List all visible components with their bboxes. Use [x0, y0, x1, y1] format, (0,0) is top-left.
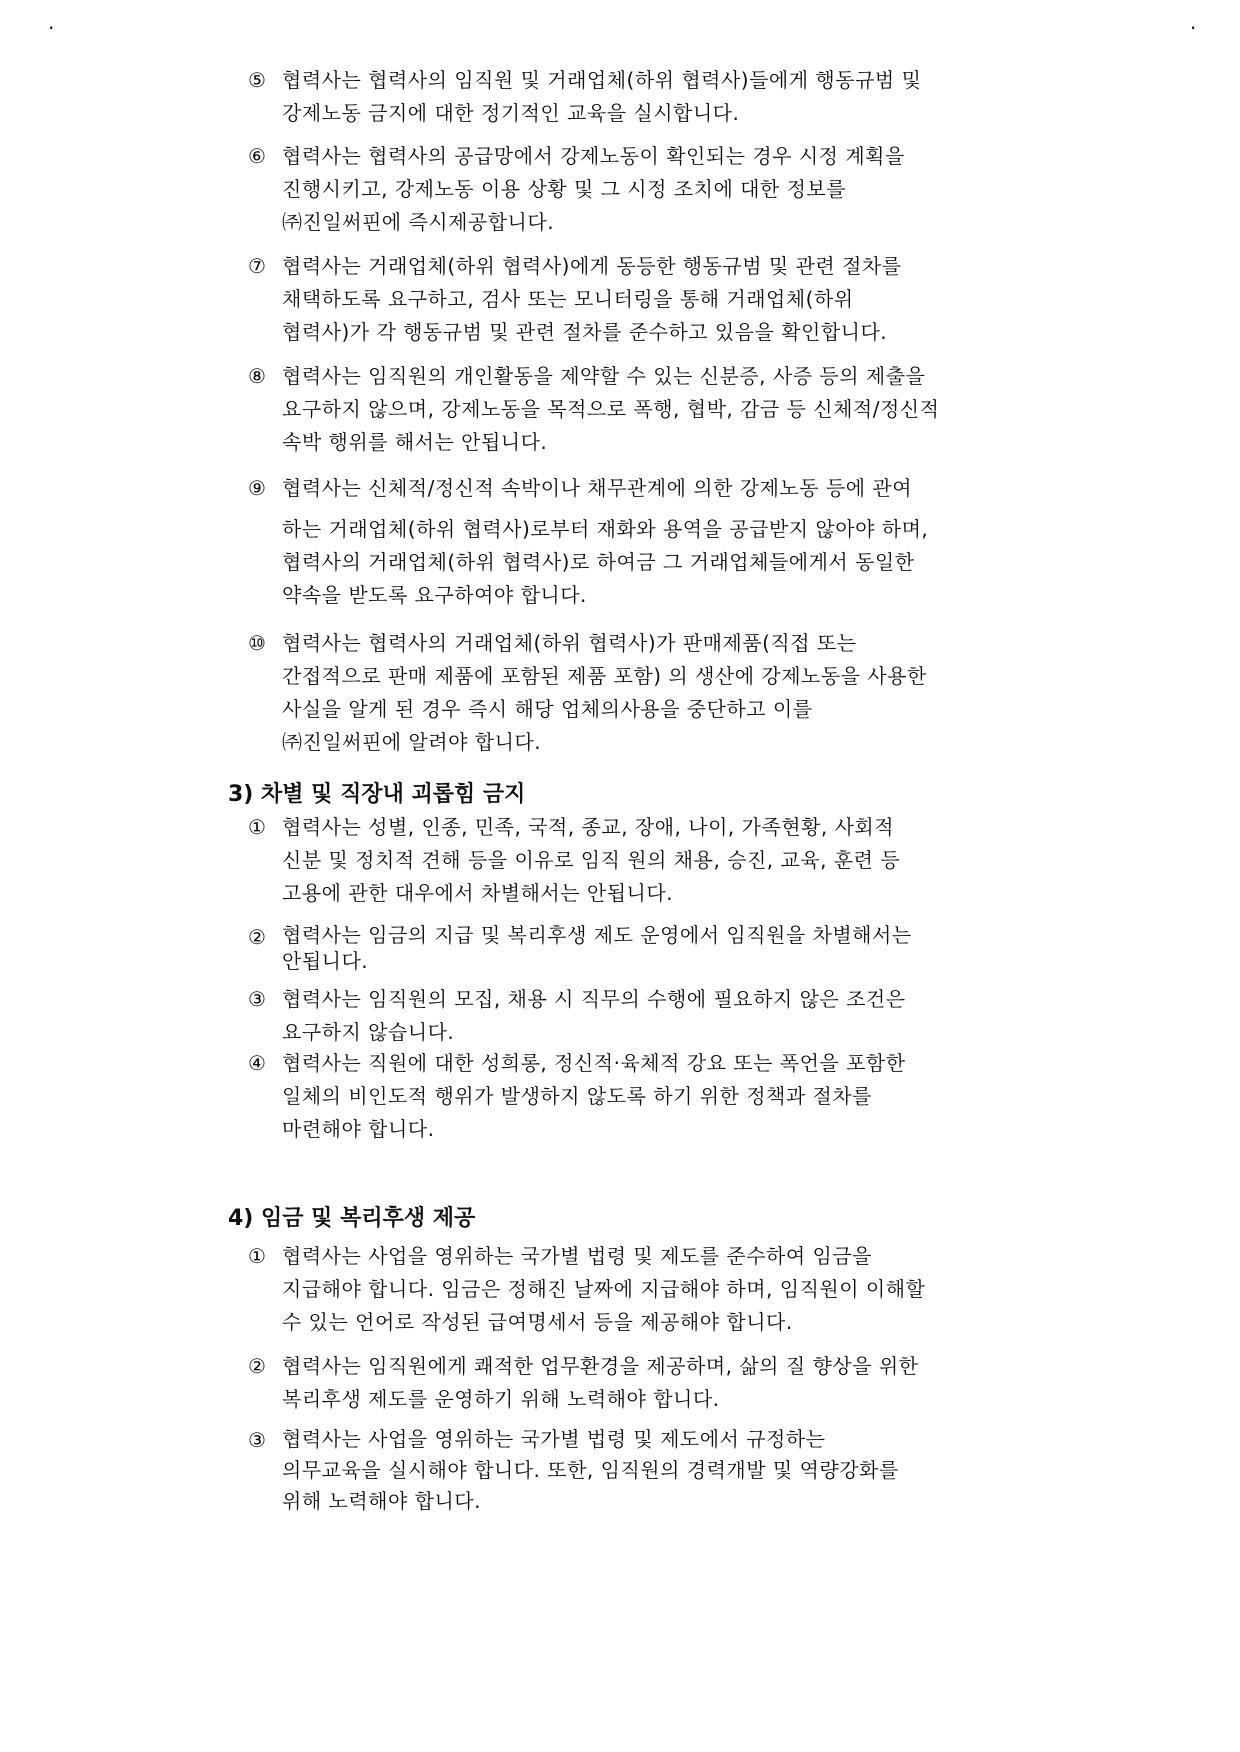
item-line: 안됩니다. [282, 949, 369, 973]
item-number: ⑩ [248, 631, 266, 655]
item-line: 일체의 비인도적 행위가 발생하지 않도록 하기 위한 정책과 절차를 [282, 1084, 872, 1108]
list-item-10 [0, 627, 1042, 759]
item-line: 협력사는 임금의 지급 및 복리후생 제도 운영에서 임직원을 차별해서는 [282, 923, 912, 947]
list-item-9 [0, 472, 1042, 612]
item-line: 채택하도록 요구하고, 검사 또는 모니터링을 통해 거래업체(하위 [282, 287, 854, 311]
list-item-3-2 [0, 921, 1042, 973]
item-line: 복리후생 제도를 운영하기 위해 노력해야 합니다. [282, 1387, 720, 1411]
list-item-4-1 [0, 1240, 1042, 1339]
item-number: ③ [248, 987, 266, 1011]
list-item-6 [0, 140, 1042, 239]
item-line: 의무교육을 실시해야 합니다. 또한, 임직원의 경력개발 및 역량강화를 [282, 1458, 899, 1482]
item-line: 진행시키고, 강제노동 이용 상황 및 그 시정 조치에 대한 정보를 [282, 177, 847, 201]
item-number: ⑥ [248, 144, 266, 168]
item-line: 협력사는 임직원의 모집, 채용 시 직무의 수행에 필요하지 않은 조건은 [282, 987, 906, 1011]
item-line: 하는 거래업체(하위 협력사)로부터 재화와 용역을 공급받지 않아야 하며, [282, 517, 929, 541]
item-line: 협력사는 사업을 영위하는 국가별 법령 및 제도에서 규정하는 [282, 1427, 826, 1451]
corner-mark-left: . [48, 10, 55, 34]
item-number: ⑤ [248, 68, 266, 92]
item-number: ② [248, 1354, 266, 1378]
item-number: ③ [248, 1428, 266, 1452]
list-item-3-1 [0, 811, 1042, 910]
list-item-4-3 [0, 1424, 1042, 1517]
item-line: 협력사는 협력사의 거래업체(하위 협력사)가 판매제품(직접 또는 [282, 631, 857, 655]
list-item-3-4 [0, 1047, 1042, 1146]
item-number: ⑦ [248, 254, 266, 278]
item-number: ① [248, 815, 266, 839]
list-item-8 [0, 360, 1042, 459]
item-line: 간접적으로 판매 제품에 포함된 제품 포함) 의 생산에 강제노동을 사용한 [282, 664, 927, 688]
item-number: ⑨ [248, 476, 266, 500]
list-item-7 [0, 250, 1042, 349]
item-line: 마련해야 합니다. [282, 1117, 435, 1141]
item-line: 협력사의 거래업체(하위 협력사)로 하여금 그 거래업체들에게서 동일한 [282, 550, 915, 574]
item-line: 협력사는 사업을 영위하는 국가별 법령 및 제도를 준수하여 임금을 [282, 1244, 872, 1268]
item-line: 협력사는 임직원에게 쾌적한 업무환경을 제공하며, 삶의 질 향상을 위한 [282, 1354, 919, 1378]
list-item-5 [0, 64, 1042, 130]
item-line: 협력사는 협력사의 공급망에서 강제노동이 확인되는 경우 시정 계획을 [282, 144, 905, 168]
item-line: 고용에 관한 대우에서 차별해서는 안됩니다. [282, 881, 674, 905]
item-line: 수 있는 언어로 작성된 급여명세서 등을 제공해야 합니다. [282, 1310, 793, 1334]
item-line: 협력사는 거래업체(하위 협력사)에게 동등한 행동규범 및 관련 절차를 [282, 254, 902, 278]
item-line: 요구하지 않습니다. [282, 1020, 455, 1044]
item-line: 강제노동 금지에 대한 정기적인 교육을 실시합니다. [282, 101, 740, 125]
item-line: 지급해야 합니다. 임금은 정해진 날짜에 지급해야 하며, 임직원이 이해할 [282, 1277, 926, 1301]
item-line: ㈜진일써핀에 즉시제공합니다. [282, 210, 555, 234]
item-line: 협력사는 성별, 인종, 민족, 국적, 종교, 장애, 나이, 가족현황, 사회적 [282, 815, 895, 839]
item-number: ① [248, 1244, 266, 1268]
item-line: 위해 노력해야 합니다. [282, 1489, 481, 1513]
list-item-3-3 [0, 983, 1042, 1049]
item-line: 약속을 받도록 요구하여야 합니다. [282, 583, 587, 607]
item-number: ⑧ [248, 364, 266, 388]
item-line: 요구하지 않으며, 강제노동을 목적으로 폭행, 협박, 감금 등 신체적/정신적 [282, 397, 940, 421]
item-line: 협력사는 임직원의 개인활동을 제약할 수 있는 신분증, 사증 등의 제출을 [282, 364, 926, 388]
item-number: ④ [248, 1051, 266, 1075]
section-heading-discrimination: 3) 차별 및 직장내 괴롭힘 금지 [228, 782, 526, 807]
item-line: 협력사)가 각 행동규범 및 관련 절차를 준수하고 있음을 확인합니다. [282, 320, 888, 344]
list-item-4-2 [0, 1350, 1042, 1416]
item-line: ㈜진일써핀에 알려야 합니다. [282, 730, 542, 754]
item-line: 사실을 알게 된 경우 즉시 해당 업체의사용을 중단하고 이를 [282, 697, 813, 721]
item-line: 신분 및 정치적 견해 등을 이유로 임직 원의 채용, 승진, 교육, 훈련 등 [282, 848, 901, 872]
item-line: 협력사는 신체적/정신적 속박이나 채무관계에 의한 강제노동 등에 관여 [282, 476, 913, 500]
item-number: ② [248, 925, 266, 949]
item-line: 협력사는 협력사의 임직원 및 거래업체(하위 협력사)들에게 행동규범 및 [282, 68, 922, 92]
item-line: 협력사는 직원에 대한 성희롱, 정신적·육체적 강요 또는 폭언을 포함한 [282, 1051, 906, 1075]
corner-mark-right: . [1190, 10, 1197, 34]
item-line: 속박 행위를 해서는 안됩니다. [282, 430, 548, 454]
section-heading-wages: 4) 임금 및 복리후생 제공 [228, 1206, 476, 1231]
